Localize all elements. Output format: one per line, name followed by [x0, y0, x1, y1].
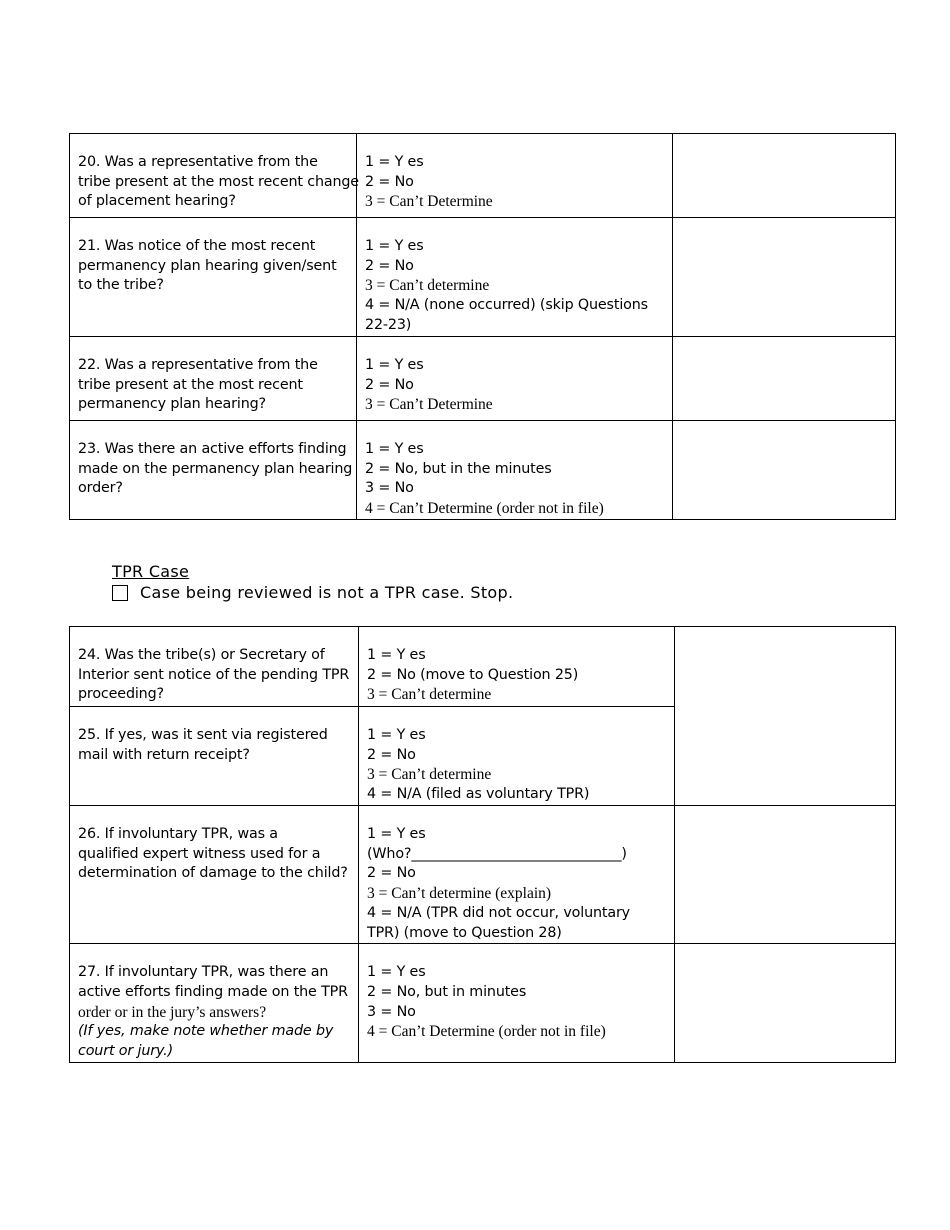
- question-27: 27. If involuntary TPR, was there an active efforts finding made on the TPR order or in the jury’s answers? (If yes, make note whether made by court or jury.): [70, 944, 359, 1063]
- response-cell-22[interactable]: [673, 337, 896, 421]
- table-row: [70, 627, 896, 707]
- table-row: [70, 218, 896, 337]
- answers-21: 1 = Y es 2 = No 3 = Can’t determine 4 = N/A (none occurred) (skip Questions 22-23): [357, 218, 673, 337]
- response-cell-24-25[interactable]: [675, 627, 896, 806]
- table-row: [70, 806, 896, 944]
- answers-22: 1 = Y es 2 = No 3 = Can’t Determine: [357, 337, 673, 421]
- answers-24: 1 = Y es 2 = No (move to Question 25) 3 = Can’t determine: [359, 627, 675, 707]
- section-heading: TPR Case: [112, 562, 190, 581]
- answers-23: 1 = Y es 2 = No, but in the minutes 3 = No 4 = Can’t Determine (order not in file): [357, 421, 673, 520]
- questions-table-2: [69, 626, 896, 1063]
- question-20: 20. Was a representative from the tribe present at the most recent change of placement hearing?: [70, 134, 357, 218]
- question-25: 25. If yes, was it sent via registered mail with return receipt?: [70, 707, 359, 806]
- table-row: [70, 944, 896, 1063]
- table-row: [70, 134, 896, 218]
- answers-25: 1 = Y es 2 = No 3 = Can’t determine 4 = N/A (filed as voluntary TPR): [359, 707, 675, 806]
- response-cell-23[interactable]: [673, 421, 896, 520]
- answers-26: 1 = Y es (Who?______________________________) 2 = No 3 = Can’t determine (explain) 4 = N/A (TPR did not occur, voluntary TPR) (move to Question 28): [359, 806, 675, 944]
- answers-27: 1 = Y es 2 = No, but in minutes 3 = No 4 = Can’t Determine (order not in file): [359, 944, 675, 1063]
- checkbox-label: Case being reviewed is not a TPR case. Stop.: [140, 583, 514, 602]
- question-24: 24. Was the tribe(s) or Secretary of Interior sent notice of the pending TPR proceeding?: [70, 627, 359, 707]
- table-row: [70, 337, 896, 421]
- response-cell-27[interactable]: [675, 944, 896, 1063]
- response-cell-20[interactable]: [673, 134, 896, 218]
- table-row: [70, 421, 896, 520]
- not-tpr-case-option[interactable]: [112, 582, 513, 604]
- tpr-case-section: [112, 562, 513, 604]
- question-22: 22. Was a representative from the tribe present at the most recent permanency plan hearing?: [70, 337, 357, 421]
- question-23: 23. Was there an active efforts finding made on the permanency plan hearing order?: [70, 421, 357, 520]
- not-tpr-case-checkbox[interactable]: [112, 585, 128, 601]
- question-21: 21. Was notice of the most recent permanency plan hearing given/sent to the tribe?: [70, 218, 357, 337]
- response-cell-26[interactable]: [675, 806, 896, 944]
- question-26: 26. If involuntary TPR, was a qualified expert witness used for a determination of damage to the child?: [70, 806, 359, 944]
- response-cell-21[interactable]: [673, 218, 896, 337]
- questions-table-1: [69, 133, 896, 520]
- answers-20: 1 = Y es 2 = No 3 = Can’t Determine: [357, 134, 673, 218]
